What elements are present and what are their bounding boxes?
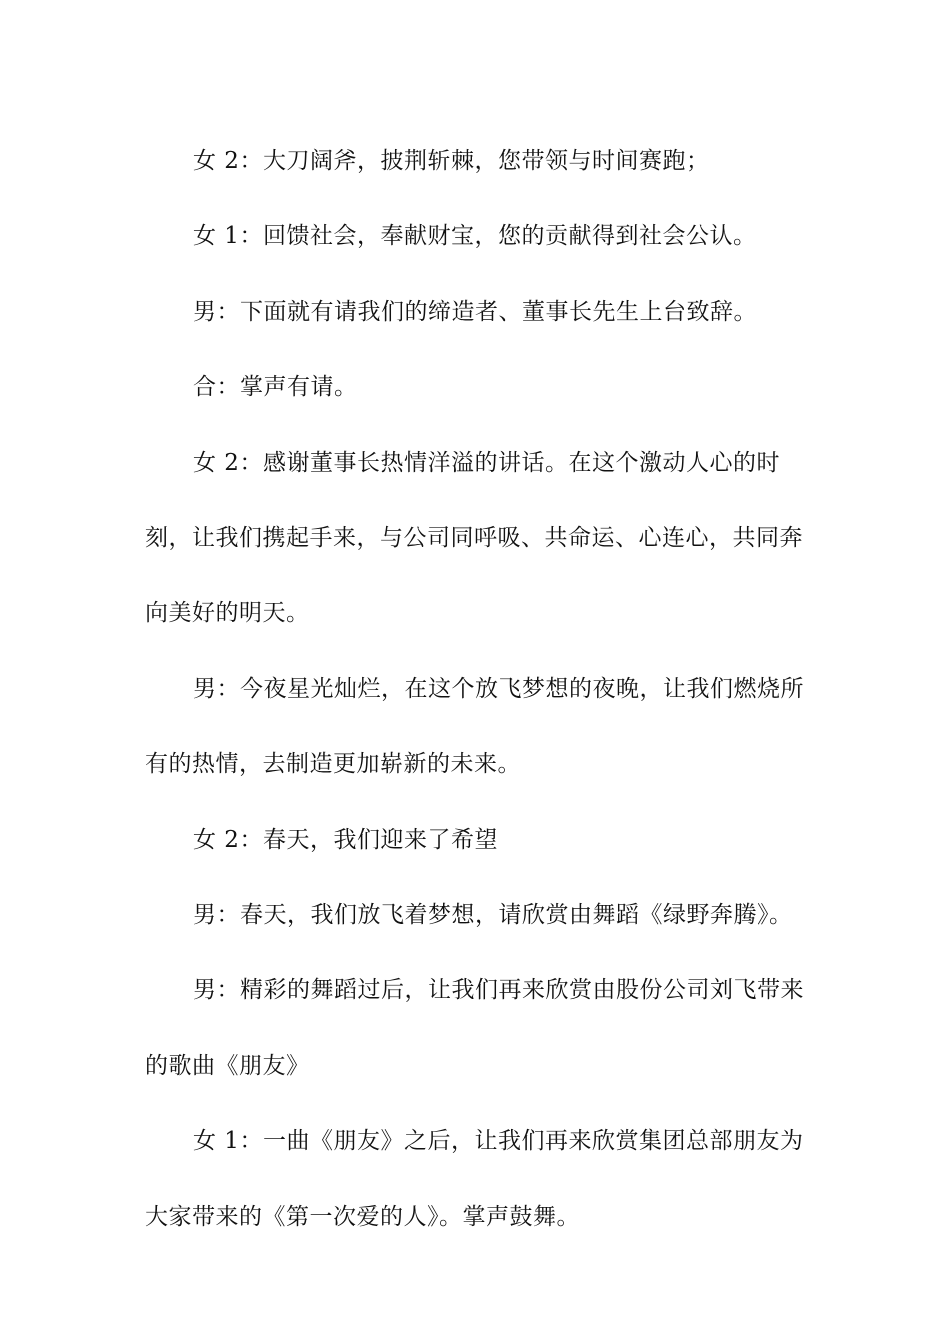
paragraph-together-applause: 合：掌声有请。: [193, 374, 358, 401]
paragraph-female1-first-love: 女 1：一曲《朋友》之后，让我们再来欣赏集团总部朋友为大家带来的《第一次爱的人》。掌声鼓舞。: [145, 1128, 804, 1230]
paragraph-female2-spring: 女 2：春天，我们迎来了希望: [193, 826, 498, 853]
paragraph-male-song-friend: 男：精彩的舞蹈过后，让我们再来欣赏由股份公司刘飞带来的歌曲《朋友》: [145, 977, 804, 1079]
paragraph-male-invite-chairman: 男：下面就有请我们的缔造者、董事长先生上台致辞。: [193, 298, 757, 325]
paragraph-female1-contribution: 女 1：回馈社会，奉献财宝，您的贡献得到社会公认。: [193, 223, 757, 250]
paragraph-male-dance: 男：春天，我们放飞着梦想，请欣赏由舞蹈《绿野奔腾》。: [193, 902, 793, 929]
paragraph-female2-leadership: 女 2：大刀阔斧，披荆斩棘，您带领与时间赛跑；: [193, 148, 710, 174]
document-body: [145, 124, 815, 1255]
paragraph-male-starry-night: 男：今夜星光灿烂，在这个放飞梦想的夜晚，让我们燃烧所有的热情，去制造更加崭新的未来。: [145, 675, 804, 778]
paragraph-female2-thanks: 女 2：感谢董事长热情洋溢的讲话。在这个激动人心的时刻，让我们携起手来，与公司同呼吸、共命运、心连心，共同奔向美好的明天。: [145, 449, 803, 627]
